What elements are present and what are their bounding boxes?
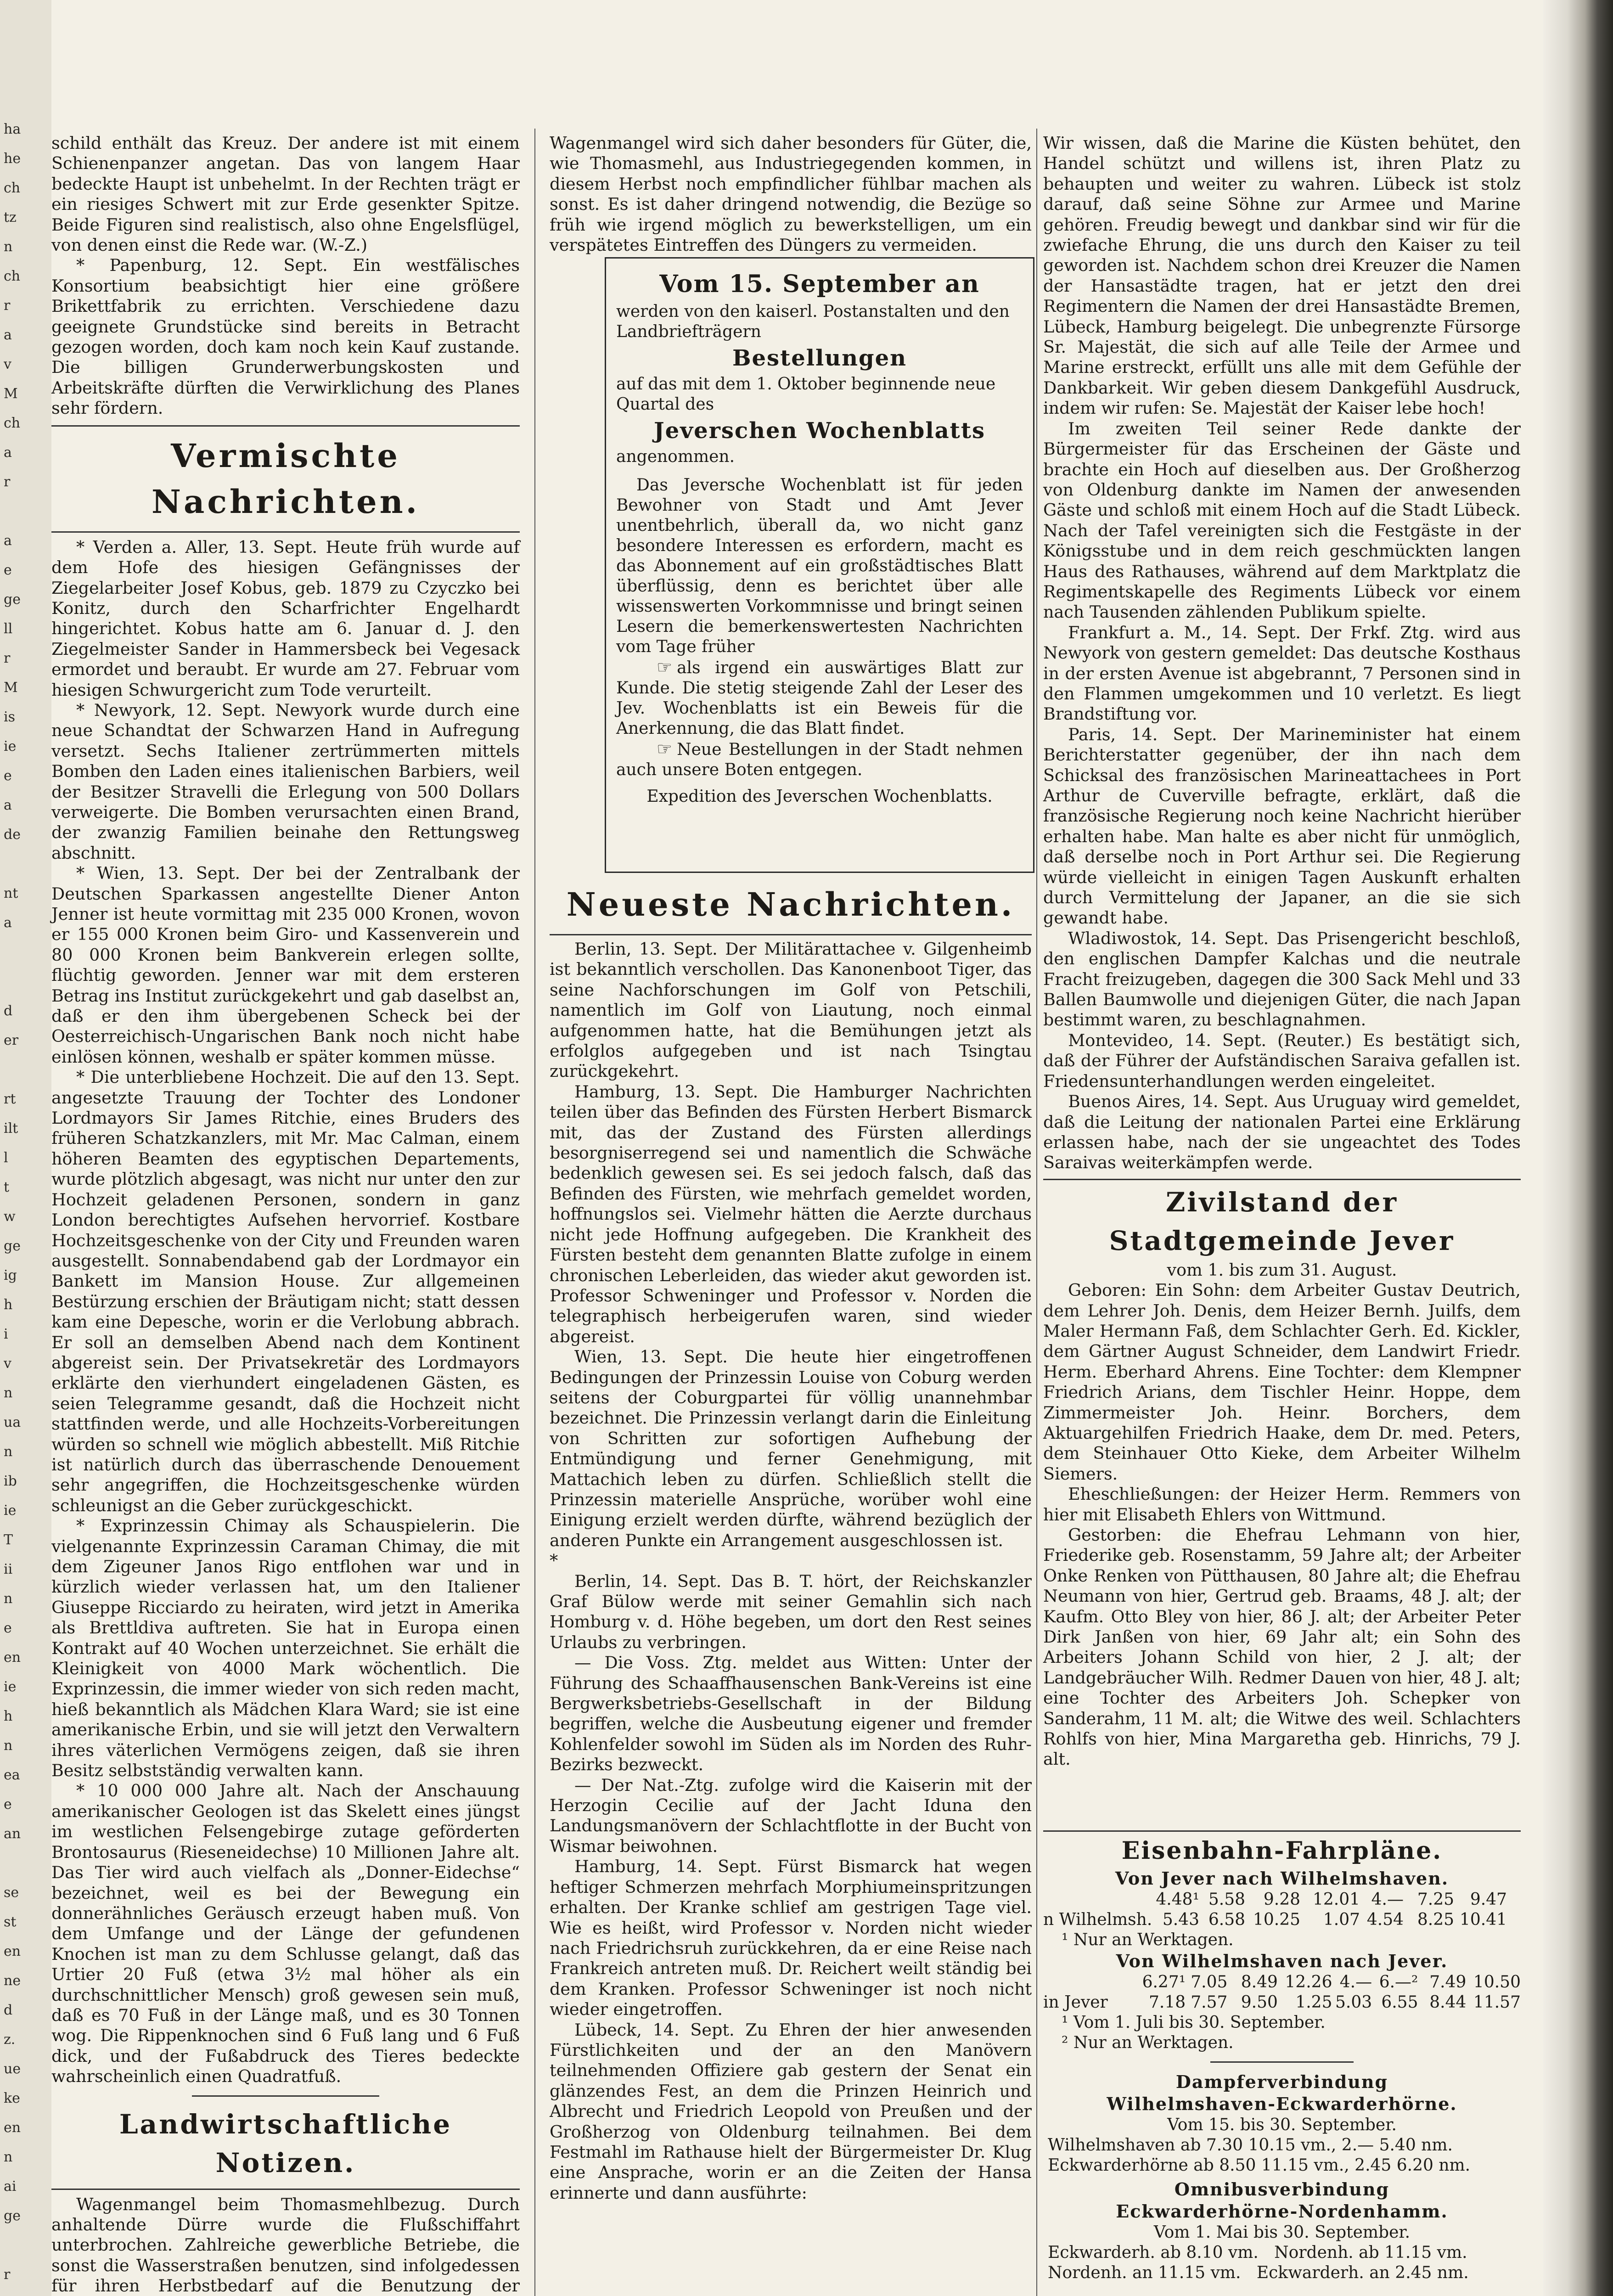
ship-period: Vom 15. bis 30. September.	[1167, 2116, 1397, 2134]
column-rule	[1036, 129, 1037, 2296]
article-text: Hamburg, 14. Sept. Fürst Bismarck hat wegen heftiger Schmerzen mehrfach Morphiumeinspritzungen erhalten. Der Kranke schlief am gestrigen Tage viel. Wie es heißt, wird Professor v. Norden nicht wieder nach Friedrichsruh zurückkehren, da er eine Reise nach Frankreich antreten muß. Dr. Reichert weilt ständig bei dem Kranken. Professor Schweninger ist noch nicht wieder eingetroffen.	[550, 1857, 1032, 2020]
gutter-fragment: en	[4, 2120, 21, 2136]
gutter-fragment: ilt	[4, 1120, 18, 1137]
ad-body: Neue Bestellungen in der Stadt nehmen auch unsere Boten entgegen.	[616, 740, 1023, 779]
gutter-fragment: n	[4, 239, 13, 255]
timetable-row	[1043, 1992, 1521, 2013]
timetable-cell: 10.25	[1253, 1910, 1300, 1929]
gutter-fragment: se	[4, 1885, 19, 1901]
gutter-fragment: v	[4, 1356, 11, 1372]
section-heading-vermischte: Vermischte Nachrichten.	[152, 436, 420, 521]
civil-married: Eheschließungen: der Heizer Herm. Remmers von hier mit Elisabeth Ehlers von Wittmund.	[1043, 1484, 1521, 1525]
ad-paper-name: Jeverschen Wochenblatts	[653, 418, 986, 444]
timetable-cell: 7.05	[1191, 1973, 1228, 1992]
timetable-cell: 7.25	[1417, 1890, 1454, 1909]
gutter-fragment: t	[4, 1179, 10, 1195]
gutter-fragment: r	[4, 2267, 11, 2283]
gutter-fragment: ke	[4, 2090, 20, 2106]
gutter-fragment: r	[4, 650, 11, 666]
article-text: Wladiwostok, 14. Sept. Das Prisengericht beschloß, den englischen Dampfer Kalchas und die neutrale Fracht freizugeben, dagegen die 300 Sack Mehl und 33 Ballen Baumwolle und diejenigen Güter, die nach Japan bestimmt waren, zu beschlagnahmen.	[1043, 928, 1521, 1030]
timetable-cell: 5.03	[1335, 1993, 1372, 2012]
gutter-fragment: r	[4, 298, 11, 314]
book-edge	[1543, 0, 1613, 2296]
column-3	[1043, 133, 1521, 1770]
gutter-fragment: ch	[4, 180, 21, 196]
article-text: * Newyork, 12. Sept. Newyork wurde durch eine neue Schandtat der Schwarzen Hand in Aufregung versetzt. Sechs Italiener zertrümmerten mittels Bomben den Laden eines italienischen Barbiers, weil der Besitzer Stravelli die Erlegung von 500 Dollars verweigerte. Die Bomben verursachten einen Brand, der zwanzig Familien beinahe den Rettungsweg abschnitt.	[51, 700, 520, 863]
timetable-cell: 6.27¹	[1142, 1973, 1186, 1992]
gutter-fragment: ne	[4, 1973, 21, 1989]
gutter-fragment	[4, 2231, 40, 2260]
divider	[1043, 1179, 1521, 1180]
timetable-cell: 6.—²	[1379, 1973, 1418, 1992]
gutter-fragment: h	[4, 1297, 13, 1313]
gutter-fragment: M	[4, 680, 18, 696]
timetable-cell: 7.57	[1191, 1993, 1228, 2012]
timetable-cell	[1043, 1890, 1149, 1910]
timetable-cell: 7.18	[1149, 1993, 1186, 2012]
article-text: Wagenmangel beim Thomasmehlbezug. Durch anhaltende Dürre wurde die Flußschiffahrt unterbrochen. Zahlreiche gewerbliche Betriebe, die sonst die Wasserstraßen benutzen, sind infolgedessen für ihren Herbstbedarf auf die Benutzung der	[51, 2194, 520, 2296]
civil-died: Gestorben: die Ehefrau Lehmann von hier, Friederike geb. Rosenstamm, 59 Jahre alt; der Arbeiter Onke Renken von Pütthausen, 80 Jahre alt; die Ehefrau Neumann von hier, Gertrud geb. Braams, 48 J. alt; der Kaufm. Otto Bley von hier, 86 J. alt; der Arbeiter Peter Dirk Janßen von hier, 69 Jahr alt; ein Sohn des Arbeiters Johann Schild von hier, 2 J. alt; der Landgebräucher Wilh. Redmer Dauen von hier, 48 J. alt; eine Tochter des Arbeiters Joh. Schepker von Sanderahm, 11 M. alt; die Witwe des weil. Schlachters Rohlfs von hier, Mina Margaretha geb. Hinrichs, 79 J. alt.	[1043, 1525, 1521, 1769]
timetable-cell: 4.54	[1366, 1910, 1404, 1929]
column-1	[51, 133, 520, 2296]
article-text: — Die Voss. Ztg. meldet aus Witten: Unter der Führung des Schaaffhausenschen Bank-Vereins ist eine Bergwerksbetriebs-Gesellschaft in der Bildung begriffen, welche die Ausbeutung eigener und fremder Kohlenfelder sowohl im Süden als im Norden des Ruhr-Bezirks bezweckt.	[550, 1653, 1032, 1775]
gutter-fragment: ge	[4, 1238, 21, 1254]
ship-title: Dampferverbindung	[1175, 2071, 1388, 2092]
gutter-fragment: ge	[4, 2208, 21, 2224]
gutter-fragment: a	[4, 797, 12, 813]
gutter-fragment: w	[4, 1209, 16, 1225]
gutter-fragment: ua	[4, 1414, 21, 1430]
timetable-cell: 10.41	[1459, 1910, 1507, 1929]
timetable-title: Eisenbahn-Fahrpläne.	[1121, 1837, 1443, 1865]
separator-star: *	[550, 1551, 558, 1571]
ad-signature: Expedition des Jeverschen Wochenblatts.	[646, 787, 993, 806]
ship-line: Wilhelmshaven ab 7.30 10.15 vm., 2.— 5.40 nm.	[1048, 2136, 1453, 2155]
column-rule	[534, 129, 535, 2296]
section-heading-landwirtschaft: Landwirtschaftliche Notizen.	[119, 2108, 452, 2178]
ship-line: Eckwarderhörne ab 8.50 11.15 vm., 2.45 6.20 nm.	[1048, 2156, 1471, 2175]
bus-line: Eckwarderh. ab 8.10 vm. Nordenh. ab 11.15 vm.	[1048, 2243, 1467, 2262]
article-text: Paris, 14. Sept. Der Marineminister hat einem Berichterstatter gegenüber, der ihn nach dem Schicksal des französischen Marineattachees in Port Arthur de Cuverville befragte, erklärt, daß die französische Regierung noch keine Nachricht hierüber erhalten habe. Man halte es aber nicht für unmöglich, daß derselbe noch in Port Arthur sei. Die Regierung würde vielleicht in einigen Tagen Auskunft erhalten durch Vermittelung der Japaner, an die sie sich gewandt habe.	[1043, 724, 1521, 928]
timetable-cell: 9.28	[1263, 1890, 1300, 1909]
timetable-cell: n Wilhelmsh.	[1043, 1910, 1152, 1929]
gutter-fragment: en	[4, 1649, 21, 1666]
timetable-route: Von Jever nach Wilhelmshaven.	[1115, 1868, 1449, 1889]
section-heading-zivilstand: Zivilstand der Stadtgemeinde Jever	[1109, 1186, 1455, 1256]
divider	[1043, 1830, 1521, 1832]
gutter-fragment: ea	[4, 1767, 20, 1783]
gutter-fragment: ai	[4, 2178, 17, 2195]
article-text: Im zweiten Teil seiner Rede dankte der Bürgermeister für das Erscheinen der Gäste und brachte ein Hoch auf dieselben aus. Der Großherzog von Oldenburg dankte im Namen der anwesenden Gäste und schloß mit einem Hoch auf die Stadt Lübeck. Nach der Tafel vereinigten sich die Festgäste in der Königsstube und in dem reich geschmückten langen Haus des Rathauses, während auf dem Marktplatz die Regimentskapelle des Regiments Lübeck vor einem nach Tausenden zählenden Publikum spielte.	[1043, 418, 1521, 622]
gutter-fragment: rt	[4, 1091, 16, 1107]
article-text: * Exprinzessin Chimay als Schauspielerin. Die vielgenannte Exprinzessin Caraman Chimay, die mit dem Zigeuner Janos Rigo entflohen war und in kürzlich wieder verlassen hat, um den Italiener Giuseppe Ricciardo zu heiraten, wird jetzt in Amerika als Brettldiva auftreten. Sie hat in Europa einen Kontrakt auf 40 Wochen unterzeichnet. Sie erhält die Kleinigkeit von 4000 Mark wöchentlich. Die Exprinzessin, die immer wieder von sich reden macht, hieß bekanntlich als Mädchen Klara Ward; sie ist eine amerikanische Erbin, und sie will jetzt den Verwaltern ihres väterlichen Vermögens zeigen, daß sie ihren Besitz selbstständig verwalten kann.	[51, 1516, 520, 1781]
gutter-fragment	[4, 497, 40, 526]
gutter-text-fragments	[4, 115, 40, 2296]
gutter-fragment	[4, 967, 40, 996]
gutter-fragment: ge	[4, 591, 21, 608]
article-text: Berlin, 13. Sept. Der Militärattachee v. Gilgenheimb ist bekanntlich verschollen. Das Kanonenboot Tiger, das seine Nachforschungen im Golf von Petschili, namentlich im Golf von Liautung, noch einmal aufgenommen hatte, hat die Bemühungen jetzt als erfolglos aufgegeben und ist nach Tsingtau zurückgekehrt.	[550, 939, 1032, 1081]
left-page-gutter	[0, 0, 51, 2296]
timetable-cell: in Jever	[1043, 1993, 1108, 2012]
divider	[1210, 2061, 1354, 2063]
timetable-cell: 10.50	[1473, 1973, 1521, 1992]
gutter-fragment: de	[4, 827, 21, 843]
article-text: Montevideo, 14. Sept. (Reuter.) Es bestätigt sich, daß der Führer der Aufständischen Saraiva gefallen ist. Friedensunterhandlungen werden eingeleitet.	[1043, 1030, 1521, 1091]
article-text: Lübeck, 14. Sept. Zu Ehren der hier anwesenden Fürstlichkeiten und der an den Manövern teilnehmenden Offiziere gab gestern der Senat ein glänzendes Fest, an dem die Prinzen Heinrich und Albrecht und Friedrich Leopold von Preußen und der Großherzog von Oldenburg teilnahmen. Bei dem Festmahl im Rathause hielt der Bürgermeister Dr. Klug eine Ansprache, worin er an die Zeiten der Hansa erinnerte und dann ausführte:	[550, 2020, 1032, 2203]
ad-title: Vom 15. September an	[659, 270, 980, 298]
timetable-cell: 5.43	[1162, 1910, 1199, 1929]
ad-body: Das Jeversche Wochenblatt ist für jeden Bewohner von Stadt und Amt Jever unentbehrlich, überall da, wo nicht ganz besondere Interessen es erfordern, macht es das Abonnement auf ein großstädtisches Blatt überflüssig, denn es berichtet über alle wissenswerten Vorkommnisse und bringt seinen Lesern die bemerkenswertesten Nachrichten vom Tage früher	[616, 476, 1023, 656]
gutter-fragment: ue	[4, 2061, 21, 2077]
gutter-fragment	[4, 1055, 40, 1085]
gutter-fragment: r	[4, 474, 11, 490]
bus-line: Nordenh. an 11.15 vm. Eckwarderh. an 2.45 nm.	[1048, 2263, 1469, 2282]
article-text: * Verden a. Aller, 13. Sept. Heute früh wurde auf dem Hofe des hiesigen Gefängnisses der Ziegelarbeiter Josef Kobus, geb. 1879 zu Czyczko bei Konitz, durch den Scharfrichter Engelhardt hingerichtet. Kobus hatte am 6. Januar d. J. den Ziegelmeister Sander in Hammersbeck bei Vegesack ermordet und beraubt. Er wurde am 27. Februar vom hiesigen Schwurgericht zum Tode verurteilt.	[51, 537, 520, 700]
gutter-fragment: n	[4, 2149, 13, 2165]
newspaper-page	[51, 0, 1543, 2296]
ad-orders: Bestellungen	[732, 345, 907, 371]
gutter-fragment: n	[4, 1385, 13, 1401]
gutter-fragment: e	[4, 1796, 12, 1812]
timetable-cell	[1043, 1972, 1140, 1992]
gutter-fragment: er	[4, 1032, 19, 1048]
gutter-fragment: h	[4, 1708, 13, 1724]
timetable-cell: 1.25	[1295, 1993, 1332, 2012]
article-text: Wien, 13. Sept. Die heute hier eingetroffenen Bedingungen der Prinzessin Louise von Coburg werden seitens der Coburgpartei für völlig unannehmbar bezeichnet. Die Prinzessin verlangt darin die Einleitung von Schritten zur sofortigen Aufhebung der Entmündigung und ferner Genehmigung, mit Mattachich leben zu dürfen. Schließlich stellt die Prinzessin materielle Ansprüche, worüber wohl eine Einigung erzielt werden dürfte, während bezüglich der anderen Punkte ein Arrangement ausgeschlossen ist.	[550, 1347, 1032, 1550]
gutter-fragment: tz	[4, 209, 17, 225]
subscription-advertisement	[605, 257, 1034, 873]
article-text: — Der Nat.-Ztg. zufolge wird die Kaiserin mit der Herzogin Cecilie auf der Jacht Iduna den Landungsmanövern der Schlachtflotte in der Bucht von Wismar beiwohnen.	[550, 1775, 1032, 1856]
gutter-fragment: v	[4, 356, 11, 372]
timetable	[1043, 1828, 1521, 2283]
gutter-fragment: n	[4, 1591, 13, 1607]
bus-title: Omnibusverbindung	[1174, 2179, 1390, 2200]
article-text: Wagenmangel wird sich daher besonders für Güter, die, wie Thomasmehl, aus Industriegegenden kommen, in diesem Herbst noch empfindlicher fühlbar machen als sonst. Es ist daher dringend notwendig, die Bezüge so früh wie irgend möglich zu bewerkstelligen, um ein verspätetes Eintreffen des Düngers zu vermeiden.	[550, 133, 1032, 255]
gutter-fragment: en	[4, 1943, 21, 1959]
divider	[51, 2189, 520, 2190]
article-text: * 10 000 000 Jahre alt. Nach der Anschauung amerikanischer Geologen ist das Skelett eines jüngst im westlichen Felsengebirge zutage geförderten Brontosaurus (Rieseneidechse) 10 Millionen Jahre alt. Das Tier wird auch vielfach als „Donner-Eidechse“ bezeichnet, weil es bei der Bewegung ein donnerähnliches Geräusch erzeugt haben muß. Von dem Umfange und der Länge der gefundenen Knochen ist man zu dem Schlusse gelangt, daß das Urtier 20 Fuß (etwa 3½ mal höher als ein durchschnittlicher Mensch) groß gewesen sein muß, daß es 70 Fuß in der Länge maß, und es 30 Tonnen wog. Die Rippenknochen sind 6 Fuß lang und 6 Fuß dick, und der Fußabdruck des Tieres bedeckte wahrscheinlich einen Quadratfuß.	[51, 1781, 520, 2087]
ad-text: werden von den kaiserl. Postanstalten und den Landbriefträgern	[616, 302, 1010, 341]
article-text: Hamburg, 13. Sept. Die Hamburger Nachrichten teilen über das Befinden des Fürsten Herbert Bismarck mit, das der Zustand des Fürsten allerdings besorgniserregend sei und namentlich die Schwäche bedenklich gewesen sei. Es sei jedoch falsch, daß das Befinden des Fürsten, wie mehrfach gemeldet worden, hoffnungslos sei. Vielmehr hätten die Aerzte durchaus nicht jede Hoffnung aufgegeben. Die Krankheit des Fürsten besteht dem genannten Blatte zufolge in einem chronischen Leberleiden, das wieder akut geworden ist. Professor Schweninger und Professor v. Norden die telegraphisch herbeigerufen waren, sind wieder abgereist.	[550, 1081, 1032, 1346]
timetable-cell: 8.49	[1241, 1973, 1278, 1992]
divider	[51, 425, 520, 427]
pointing-hand-icon: ☞	[657, 739, 673, 759]
pointing-hand-icon: ☞	[657, 657, 673, 677]
divider	[550, 934, 1032, 935]
timetable-note: ¹ Nur an Werktagen.	[1062, 1930, 1234, 1949]
gutter-fragment: nt	[4, 885, 18, 901]
gutter-fragment: ie	[4, 1679, 17, 1695]
gutter-fragment: ch	[4, 415, 21, 431]
gutter-fragment: ha	[4, 121, 21, 137]
timetable-cell: 4.48¹	[1156, 1890, 1199, 1909]
gutter-fragment: e	[4, 768, 12, 784]
ad-text: angenommen.	[616, 447, 735, 466]
timetable-cell: 12.26	[1285, 1973, 1332, 1992]
gutter-fragment: ch	[4, 268, 21, 284]
timetable-cell: 6.58	[1208, 1910, 1245, 1929]
timetable-cell: 8.44	[1429, 1993, 1467, 2012]
bus-period: Vom 1. Mai bis 30. September.	[1153, 2223, 1411, 2242]
timetable-row	[1043, 1890, 1521, 1910]
gutter-fragment: a	[4, 445, 12, 461]
article-text: Buenos Aires, 14. Sept. Aus Uruguay wird gemeldet, daß die Leitung der nationalen Partei eine Erklärung erlassen habe, nach der sie ungeachtet des Todes Saraivas weiterkämpfen werde.	[1043, 1092, 1521, 1173]
gutter-fragment: ib	[4, 1473, 17, 1489]
gutter-fragment	[4, 2290, 40, 2296]
gutter-fragment: an	[4, 1826, 21, 1842]
gutter-fragment: T	[4, 1532, 13, 1548]
timetable-cell: 6.55	[1381, 1993, 1418, 2012]
gutter-fragment: is	[4, 709, 15, 725]
article-text: schild enthält das Kreuz. Der andere ist mit einem Schienenpanzer angetan. Das von langem Haar bedeckte Haupt ist unbehelmt. In der Rechten trägt er ein riesiges Schwert mit zur Erde gesenkter Spitze. Beide Figuren sind realistisch, also ohne Engelsflügel, von denen einst die Rede war. (W.-Z.)	[51, 133, 520, 255]
timetable-route: Von Wilhelmshaven nach Jever.	[1116, 1951, 1448, 1971]
gutter-fragment: n	[4, 1738, 13, 1754]
gutter-fragment: ie	[4, 1503, 17, 1519]
article-text: * Papenburg, 12. Sept. Ein westfälisches Konsortium beabsichtigt hier eine größere Brikettfabrik zu errichten. Verschiedene dazu geeignete Grundstücke sind bereits in Betracht gezogen worden, doch kam noch kein Kauf zustande. Die billigen Grunderwerbungskosten und Arbeitskräfte dürften die Verwirklichung des Planes sehr fördern.	[51, 255, 520, 418]
column-2	[550, 133, 1032, 255]
timetable-cell: 9.47	[1470, 1890, 1507, 1909]
gutter-fragment: a	[4, 533, 12, 549]
gutter-fragment: n	[4, 1444, 13, 1460]
ad-body: als irgend ein auswärtiges Blatt zur Kunde. Die stetig steigende Zahl der Leser des Jev. Wochenblatts ist ein Beweis für die Anerkennung, die das Blatt findet.	[616, 658, 1023, 738]
article-text: Berlin, 14. Sept. Das B. T. hört, der Reichskanzler Graf Bülow werde mit seiner Gemahlin sich nach Homburg v. d. Höhe begeben, um dort den Rest seines Urlaubs zu verbringen.	[550, 1571, 1032, 1652]
article-text: * Wien, 13. Sept. Der bei der Zentralbank der Deutschen Sparkassen angestellte Diener Anton Jenner ist heute vormittag mit 235 000 Kronen, wovon er 155 000 Kronen beim Giro- und Kassenverein und 80 000 Kronen beim Bankverein erlegen sollte, flüchtig geworden. Jenner war mit dem ersteren Betrag ins Institut zurückgekehrt und gab daselbst an, daß er den ihm übergebenen Scheck bei der Oesterreichisch-Ungarischen Bank noch nicht habe einlösen können, weshalb er später kommen müsse.	[51, 863, 520, 1067]
gutter-fragment: ll	[4, 621, 13, 637]
column-2-news	[550, 882, 1032, 2203]
timetable-row	[1043, 1910, 1521, 1930]
gutter-fragment: i	[4, 1326, 8, 1342]
gutter-fragment	[4, 1849, 40, 1878]
article-text: * Die unterbliebene Hochzeit. Die auf den 13. Sept. angesetzte Trauung der Tochter des Londoner Lordmayors Sir James Ritchie, eines Bruders des früheren Schatzkanzlers, mit Mr. Mac Calman, einem höheren Beamten des egyptischen Departements, wurde plötzlich abgesagt, was nicht nur unter den zur Hochzeit geladenen Personen, sondern in ganz London berechtigtes Aufsehen hervorrief. Kostbare Hochzeitsgeschenke von der City und Freunden waren ausgestellt. Sonnabendabend gab der Lordmayor ein Bankett im Mansion House. Zur allgemeinen Bestürzung erschien der Bräutigam nicht; statt dessen kam eine Depesche, worin er die Verlobung abbrach. Er soll an demselben Abend nach dem Kontinent abgereist sein. Der Privatsekretär des Lordmayors erklärte den vierhundert eingeladenen Gästen, es seien Telegramme gesandt, daß die Hochzeit nicht stattfinden werde, und alle Hochzeits-Vorbereitungen würden so schnell wie möglich abbestellt. Miß Ritchie ist natürlich durch das überraschende Denouement sehr angegriffen, die Hochzeitsgeschenke würden schleunigst an die Geber zurückgeschickt.	[51, 1067, 520, 1515]
divider	[51, 531, 520, 533]
timetable-cell: 5.58	[1208, 1890, 1245, 1909]
civil-period: vom 1. bis zum 31. August.	[1167, 1260, 1397, 1280]
gutter-fragment: e	[4, 1620, 12, 1636]
timetable-cell: 8.25	[1417, 1910, 1454, 1929]
gutter-fragment: ii	[4, 1561, 13, 1577]
gutter-fragment: M	[4, 386, 18, 402]
timetable-note: ² Nur an Werktagen.	[1062, 2033, 1234, 2052]
gutter-fragment: d	[4, 1003, 13, 1019]
timetable-cell: 9.50	[1241, 1993, 1278, 2012]
gutter-fragment: d	[4, 2002, 13, 2018]
civil-born: Geboren: Ein Sohn: dem Arbeiter Gustav Deutrich, dem Lehrer Joh. Denis, dem Heizer Bernh. Juilfs, dem Maler Hermann Faß, dem Schlachter Gerh. Ed. Kickler, dem Gärtner August Schneider, dem Landwirt Friedr. Herm. Eberhard Ahrens. Eine Tochter: dem Klempner Friedrich Arians, dem Tischler Heinr. Hoppe, dem Zimmermeister Joh. Heinr. Borchers, dem Aktuargehilfen Friedrich Haake, dem Dr. med. Peters, dem Steinhauer Otto Kieke, dem Arbeiter Wilhelm Siemers.	[1043, 1280, 1521, 1484]
timetable-row	[1043, 1972, 1521, 1992]
divider	[192, 2095, 379, 2097]
gutter-fragment	[4, 938, 40, 967]
timetable-cell: 7.49	[1429, 1973, 1467, 1992]
gutter-fragment: z.	[4, 2032, 16, 2048]
gutter-fragment	[4, 850, 40, 879]
gutter-fragment: he	[4, 151, 21, 167]
gutter-fragment: ig	[4, 1267, 17, 1283]
timetable-cell: 4.—	[1371, 1890, 1404, 1909]
ship-route: Wilhelmshaven-Eckwarderhörne.	[1107, 2093, 1457, 2114]
ad-text: auf das mit dem 1. Oktober beginnende neue Quartal des	[616, 375, 996, 414]
gutter-fragment: a	[4, 915, 12, 931]
bus-route: Eckwarderhörne-Nordenhamm.	[1116, 2201, 1448, 2222]
gutter-fragment: l	[4, 1150, 8, 1166]
section-heading-neueste: Neueste Nachrichten.	[566, 885, 1015, 923]
gutter-fragment: ie	[4, 738, 17, 754]
timetable-cell: 11.57	[1473, 1993, 1521, 2012]
gutter-fragment: e	[4, 562, 12, 578]
timetable-cell: 4.—	[1339, 1973, 1372, 1992]
timetable-cell: 1.07	[1323, 1910, 1360, 1929]
gutter-fragment: st	[4, 1914, 17, 1930]
gutter-fragment: a	[4, 327, 12, 343]
timetable-cell: 12.01	[1312, 1890, 1360, 1909]
timetable-note: ¹ Vom 1. Juli bis 30. September.	[1062, 2013, 1326, 2032]
article-text: Frankfurt a. M., 14. Sept. Der Frkf. Ztg. wird aus Newyork von gestern gemeldet: Das deutsche Kosthaus in der ersten Avenue ist abgebrannt, 7 Personen sind in den Flammen umgekommen und 10 verletzt. Es liegt Brandstiftung vor.	[1043, 622, 1521, 724]
article-text: Wir wissen, daß die Marine die Küsten behütet, den Handel schützt und willens ist, ihren Platz zu behaupten und weiter zu wahren. Lübeck ist stolz darauf, daß seine Söhne zur Armee und Marine gehören. Freudig bewegt und dankbar sind wir für die zwiefache Ehrung, die uns durch den Kaiser zu teil geworden ist. Nachdem schon drei Kreuzer die Namen der Hansastädte tragen, hat er jetzt den drei Regimentern die Namen der drei Hansastädte Bremen, Lübeck, Hamburg beigelegt. Die unbegrenzte Fürsorge Sr. Majestät, die sich auf alle Teile der Armee und Marine erstreckt, erfüllt uns alle mit dem Gefühle der Dankbarkeit. Wir geben diesem Dankgefühl Ausdruck, indem wir rufen: Se. Majestät der Kaiser lebe hoch!	[1043, 133, 1521, 418]
